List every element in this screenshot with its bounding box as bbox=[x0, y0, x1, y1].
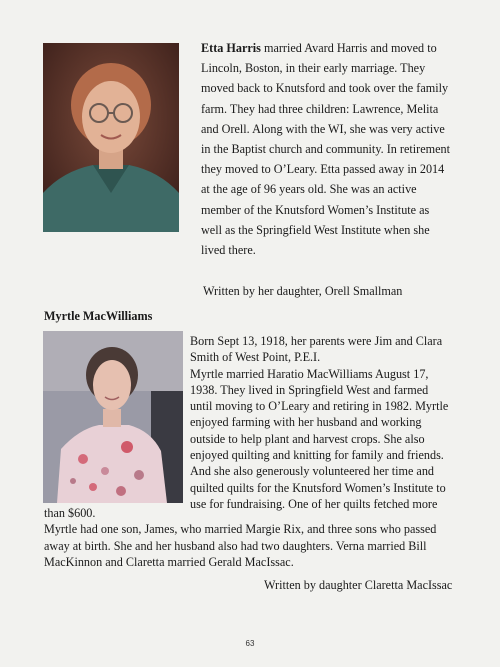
etta-bio-line: and Orell. Along with the WI, she was very active bbox=[201, 121, 445, 136]
etta-bio-line: member of the Knutsford Women’s Institute as bbox=[201, 202, 430, 217]
etta-harris-photo bbox=[43, 43, 179, 232]
myrtle-signature: Written by daughter Claretta MacIssac bbox=[264, 578, 453, 592]
myrtle-bio-line: And she also generously volunteered her time and bbox=[190, 464, 435, 479]
etta-signature: Written by her daughter, Orell Smallman bbox=[203, 284, 403, 298]
etta-bio-line: Lincoln, Boston, in their early marriage. They bbox=[201, 61, 426, 76]
myrtle-bio-line: away at birth. She and her husband also had two daughters. Verna married Bill bbox=[44, 538, 427, 553]
myrtle-bio-line: quilted quilts for the Knutsford Women’s Institute to bbox=[190, 480, 446, 495]
myrtle-bio-line: Born Sept 13, 1918, her parents were Jim and Clara bbox=[190, 334, 443, 348]
myrtle-macwilliams-photo bbox=[43, 331, 183, 503]
etta-bio-line: married Avard Harris and moved to bbox=[260, 41, 437, 55]
myrtle-bio-line: enjoyed quilting and knitting for family and friends. bbox=[190, 448, 444, 463]
etta-bio-line: at the age of 96 years old. She was an active bbox=[201, 182, 417, 197]
myrtle-bio-line: 1938. They lived in Springfield West and farmed bbox=[190, 382, 429, 397]
etta-bio-line: moved back to Knutsford and took over the family bbox=[201, 81, 449, 96]
etta-harris-bio bbox=[201, 38, 459, 260]
etta-bio-line: well as the Springfield West Institute when she bbox=[201, 222, 430, 237]
etta-bio-line: in the Baptist church and community. In retirement bbox=[201, 142, 450, 157]
myrtle-bio-line: enjoyed farming with her husband and working bbox=[190, 415, 422, 430]
myrtle-bio-line: than $600. bbox=[44, 506, 96, 520]
myrtle-bio-line: use for fundraising. One of her quilts fetched more bbox=[190, 496, 438, 511]
myrtle-bio-continued bbox=[44, 505, 436, 570]
etta-name: Etta Harris bbox=[201, 41, 261, 55]
myrtle-bio-line: outside to help plant and harvest crops. She also bbox=[190, 431, 425, 446]
etta-bio-line: lived there. bbox=[201, 243, 256, 258]
etta-bio-line: farm. They had three children: Lawrence, Melita bbox=[201, 101, 439, 116]
myrtle-heading: Myrtle MacWilliams bbox=[44, 309, 153, 323]
myrtle-bio bbox=[190, 333, 448, 512]
myrtle-bio-line: until moving to O’Leary and retiring in 1982. Myrtle bbox=[190, 399, 449, 414]
myrtle-bio-line: MacKinnon and Claretta married Gerald MacIssac. bbox=[44, 554, 294, 569]
myrtle-bio-line: Myrtle married Haratio MacWilliams August 17, bbox=[190, 366, 429, 381]
myrtle-bio-line: Smith of West Point, P.E.I. bbox=[190, 350, 321, 365]
page-number: 63 bbox=[245, 639, 255, 648]
etta-bio-line: they moved to O’Leary. Etta passed away in 2014 bbox=[201, 162, 445, 177]
myrtle-bio-line: Myrtle had one son, James, who married Margie Rix, and three sons who passed bbox=[44, 522, 437, 537]
